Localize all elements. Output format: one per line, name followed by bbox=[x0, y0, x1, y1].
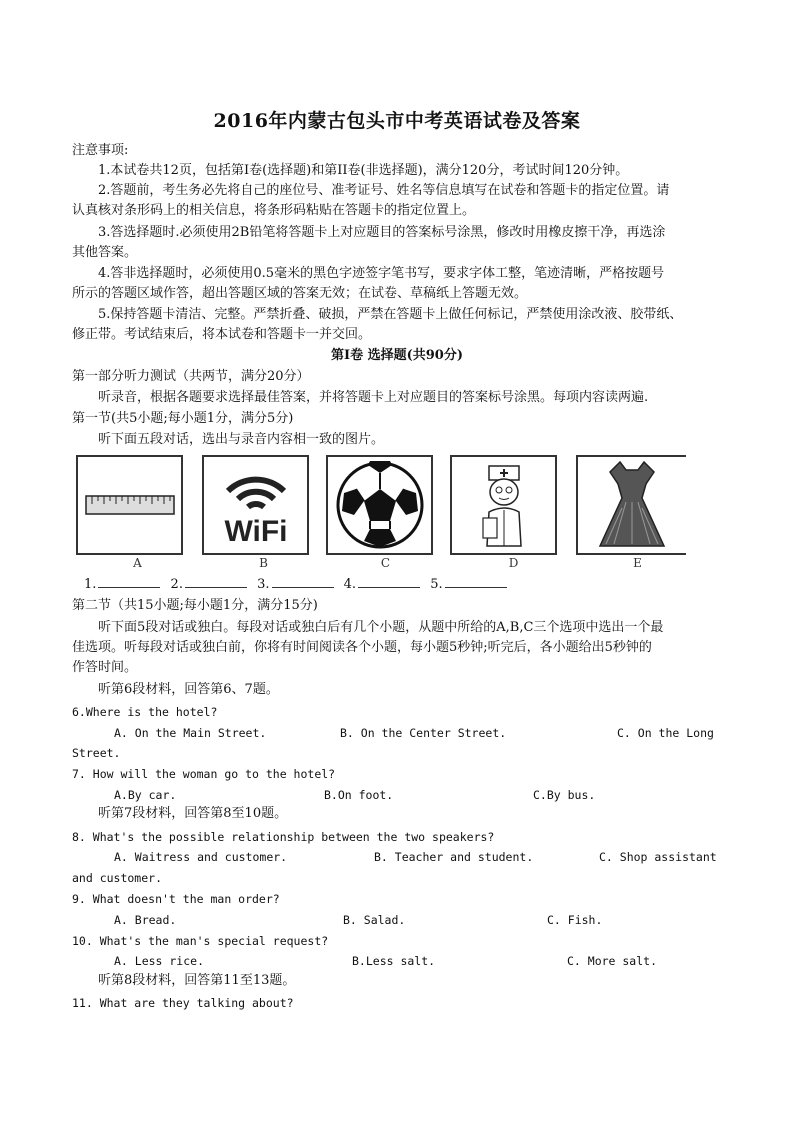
answer-number-2: 2. bbox=[170, 577, 183, 592]
section2-instruction: 听下面5段对话或独白。每段对话或独白后有几个小题，从题中所给的A,B,C三个选项中选出一个最 bbox=[98, 620, 664, 635]
q9-option-b: B. Salad. bbox=[343, 913, 406, 927]
answer-blank bbox=[98, 575, 160, 588]
picture-b-label: B bbox=[259, 556, 268, 570]
answer-blank bbox=[445, 575, 507, 588]
picture-d bbox=[450, 455, 557, 555]
section2-instruction-end: 作答时间。 bbox=[72, 660, 138, 675]
q8-option-b: B. Teacher and student. bbox=[374, 850, 534, 864]
q8-option-a: A. Waitress and customer. bbox=[114, 850, 288, 864]
question-11: 11. What are they talking about? bbox=[72, 996, 294, 1010]
material-7-note: 听第7段材料，回答第8至10题。 bbox=[98, 806, 288, 821]
picture-b bbox=[202, 455, 309, 555]
answer-number-4: 4. bbox=[343, 577, 357, 592]
q6-option-c-cont: Street. bbox=[72, 746, 121, 760]
answer-blanks bbox=[84, 575, 513, 592]
notice-item-3-cont: 其他答案。 bbox=[72, 245, 138, 260]
answer-blank bbox=[272, 575, 334, 588]
dress-icon bbox=[592, 458, 672, 552]
question-10: 10. What's the man's special request? bbox=[72, 934, 329, 948]
answer-blank bbox=[185, 575, 247, 588]
picture-c-label: C bbox=[380, 556, 391, 570]
q10-option-b: B.Less salt. bbox=[352, 954, 436, 968]
notice-item-4-cont: 所示的答题区域作答，超出答题区域的答案无效；在试卷、草稿纸上答题无效。 bbox=[72, 286, 528, 301]
question-7: 7. How will the woman go to the hotel? bbox=[72, 767, 336, 781]
picture-e-label: E bbox=[633, 556, 642, 570]
doctor-icon bbox=[469, 460, 539, 550]
notice-item-5-cont: 修正带。考试结束后，将本试卷和答题卡一并交回。 bbox=[72, 327, 372, 342]
picture-e bbox=[576, 455, 686, 555]
answer-number-5: 5. bbox=[430, 577, 443, 592]
q7-option-b: B.On foot. bbox=[324, 788, 394, 802]
material-6-note: 听第6段材料，回答第6、7题。 bbox=[98, 682, 279, 697]
page-title: 2016年内蒙古包头市中考英语试卷及答案 bbox=[213, 110, 581, 132]
wifi-icon bbox=[206, 461, 306, 549]
material-8-note: 听第8段材料，回答第11至13题。 bbox=[98, 973, 296, 988]
question-9: 9. What doesn't the man order? bbox=[72, 892, 280, 906]
section2-instruction-cont: 佳选项。听每段对话或独白前，你将有时间阅读各个小题，每小题5秒钟;听完后，各小题给出5秒钟的 bbox=[72, 640, 652, 655]
answer-number-3: 3. bbox=[257, 577, 270, 592]
section2-heading: 第二节（共15小题;每小题1分，满分15分) bbox=[72, 598, 318, 613]
picture-d-label: D bbox=[508, 556, 519, 570]
answer-blank bbox=[358, 575, 420, 588]
q10-option-c: C. More salt. bbox=[567, 954, 658, 968]
picture-a bbox=[76, 455, 183, 555]
answer-number-1: 1. bbox=[84, 577, 97, 592]
section1-heading: 第一节(共5小题;每小题1分，满分5分) bbox=[72, 411, 294, 426]
q9-option-c: C. Fish. bbox=[547, 913, 603, 927]
q8-option-c: C. Shop assistant bbox=[599, 850, 717, 864]
picture-options bbox=[76, 455, 686, 583]
wifi-text: WiFi bbox=[223, 515, 288, 548]
section1-instruction: 听下面五段对话，选出与录音内容相一致的图片。 bbox=[98, 432, 385, 447]
q7-option-a: A.By car. bbox=[114, 788, 177, 802]
ruler-icon bbox=[84, 490, 176, 520]
part1-instruction: 听录音，根据各题要求选择最佳答案，并将答题卡上对应题目的答案标号涂黑。每项内容读两遍. bbox=[98, 390, 649, 405]
q9-option-a: A. Bread. bbox=[114, 913, 177, 927]
notice-item-5: 5.保持答题卡清洁、完整。严禁折叠、破损，严禁在答题卡上做任何标记，严禁使用涂改液、胶带纸、 bbox=[98, 307, 683, 322]
q8-option-c-cont: and customer. bbox=[72, 871, 163, 885]
question-6: 6.Where is the hotel? bbox=[72, 705, 218, 719]
picture-a-label: A bbox=[133, 556, 142, 570]
notice-item-2: 2.答题前，考生务必先将自己的座位号、准考证号、姓名等信息填写在试卷和答题卡的指定位置。请 bbox=[98, 183, 670, 198]
notice-item-4: 4.答非选择题时，必须使用0.5毫米的黑色字迹签字笔书写，要求字体工整，笔迹清晰，严格按题号 bbox=[98, 266, 665, 281]
question-8: 8. What's the possible relationship between the two speakers? bbox=[72, 830, 495, 844]
notice-item-1: 1.本试卷共12页，包括第Ⅰ卷(选择题)和第II卷(非选择题)，满分120分，考试时间120分钟。 bbox=[98, 163, 629, 178]
part1-heading: 第一部分听力测试（共两节，满分20分） bbox=[72, 369, 310, 384]
notice-heading: 注意事项: bbox=[72, 143, 129, 158]
section-heading: 第Ⅰ卷 选择题(共90分) bbox=[331, 348, 463, 363]
notice-item-2-cont: 认真核对条形码上的相关信息，将条形码粘贴在答题卡的指定位置上。 bbox=[72, 203, 476, 218]
q6-option-c: C. On the Long bbox=[617, 726, 714, 740]
q7-option-c: C.By bus. bbox=[533, 788, 596, 802]
notice-item-3: 3.答选择题时.必须使用2B铅笔将答题卡上对应题目的答案标号涂黑，修改时用橡皮擦干净，再选涂 bbox=[98, 225, 666, 240]
soccer-ball-icon bbox=[334, 459, 426, 551]
q6-option-b: B. On the Center Street. bbox=[340, 726, 507, 740]
q6-option-a: A. On the Main Street. bbox=[114, 726, 267, 740]
picture-c bbox=[326, 455, 433, 555]
q10-option-a: A. Less rice. bbox=[114, 954, 205, 968]
